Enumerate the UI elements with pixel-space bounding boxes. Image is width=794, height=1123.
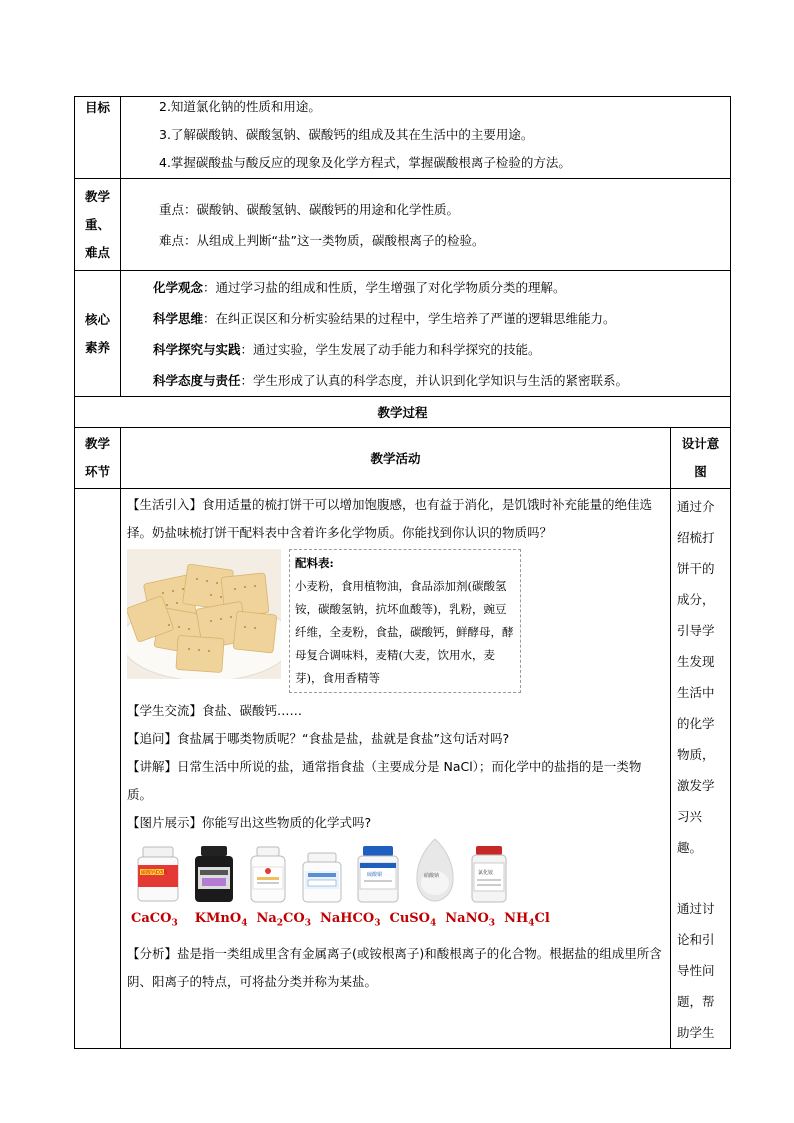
- svg-text:硝酸钠: 硝酸钠: [424, 873, 440, 879]
- goals-row: [75, 97, 731, 179]
- svg-text:硫酸铜: 硫酸铜: [367, 872, 383, 878]
- activity-cell: [121, 489, 671, 1049]
- permanganate-bottle: [192, 845, 236, 903]
- ingredients-title: 配料表:: [295, 556, 334, 570]
- process-title: 教学过程: [75, 397, 731, 428]
- key-points-row: [75, 179, 731, 271]
- key-points-label: 教学 重、 难点: [75, 179, 121, 271]
- formula-caco3: CaCO$_3$: [131, 911, 178, 929]
- lesson-plan-table: [74, 96, 731, 1049]
- goal-item: 4.掌握碳酸盐与酸反应的现象及化学方程式，掌握碳酸根离子检验的方法。: [159, 155, 571, 170]
- goal-item: 3.了解碳酸钠、碳酸氢钠、碳酸钙的组成及其在生活中的主要用途。: [159, 127, 534, 142]
- activity-row: [75, 489, 731, 1049]
- goal-item: 2.知道氯化钠的性质和用途。: [159, 99, 321, 114]
- process-title-row: [75, 397, 731, 428]
- focus-text: 重点：碳酸钠、碳酸氢钠、碳酸钙的用途和化学性质。: [159, 201, 460, 217]
- analysis-text: 【分析】盐是指一类组成里含有金属离子(或铵根离子)和酸根离子的化合物。根据盐的组成里所含阴、阳离子的特点，可将盐分类并称为某盐。: [127, 945, 662, 989]
- literacy-item: 化学观念：通过学习盐的组成和性质，学生增强了对化学物质分类的理解。: [153, 279, 566, 295]
- key-points-content: [121, 179, 731, 271]
- formula-na2co3: $Na_2CO_3$: [256, 911, 311, 929]
- literacy-item: 科学探究与实践：通过实验，学生发展了动手能力和科学探究的技能。: [153, 341, 541, 357]
- design-cell: [671, 489, 731, 1049]
- copper-sulfate-bottle: [355, 845, 401, 903]
- formula-row: [127, 905, 664, 938]
- ammonium-chloride-bottle: [469, 845, 509, 903]
- formula-nh4cl: $NH_4Cl$: [504, 911, 550, 929]
- formula-kmno4: KMnO$_4$: [194, 911, 248, 929]
- calcium-tablet-bottle: [135, 845, 181, 903]
- svg-text:氯化铵: 氯化铵: [478, 870, 494, 876]
- ingredients-text: 小麦粉，食用植物油，食品添加剂(碳酸氢铵，碳酸氢钠，抗坏血酸等)，乳粉，豌豆纤维，全麦粉，食盐，碳酸钙，鲜酵母，酵母复合调味料，麦精(大麦，饮用水，麦芽)，食用香精等: [295, 579, 514, 685]
- stage-cell: [75, 489, 121, 1049]
- bottles-row: [127, 845, 664, 903]
- stage-header: 教学 环节: [75, 428, 121, 489]
- explain-text: 【讲解】日常生活中所说的盐，通常指食盐（主要成分是 NaCl）；而化学中的盐指的是一类物质。: [127, 759, 642, 802]
- question-text: 【追问】食盐属于哪类物质呢？“食盐是盐，盐就是食盐”这句话对吗?: [127, 731, 510, 746]
- formula-nahco3: NaHCO$_3$: [319, 911, 381, 929]
- design-intent-1: 通过介 绍梳打 饼干的 成分， 引导学 生发现 生活中 的化学 物质， 激发学 习兴趣。: [677, 499, 715, 855]
- design-intent-2: 通过讨 论和引 导性问 题，帮 助学生: [677, 901, 715, 1040]
- formula-nano3: NaNO$_3$: [445, 911, 496, 929]
- picture-text: 【图片展示】你能写出这些物质的化学式吗?: [127, 815, 372, 830]
- sodium-bicarbonate-bottle: [300, 845, 344, 903]
- formula-cuso4: CuSO$_4$: [389, 911, 437, 929]
- sodium-carbonate-bottle: [247, 845, 289, 903]
- activity-header: 教学活动: [121, 428, 671, 489]
- process-header-row: [75, 428, 731, 489]
- goals-label: 目标: [75, 97, 121, 179]
- cracker-photo: [127, 549, 281, 679]
- intro-text: 【生活引入】食用适量的梳打饼干可以增加饱腹感，也有益于消化，是饥饿时补充能量的绝佳选择。奶盐味梳打饼干配料表中含着许多化学物质。你能找到你认识的物质吗？: [127, 497, 653, 540]
- sodium-nitrate-bag: [412, 837, 458, 903]
- literacy-label: 核心 素养: [75, 271, 121, 397]
- cracker-figure-row: [127, 549, 664, 693]
- literacy-item: 科学思维：在纠正误区和分析实验结果的过程中，学生培养了严谨的逻辑思维能力。: [153, 310, 616, 326]
- svg-text:碳酸钙D3片: 碳酸钙D3片: [141, 870, 169, 876]
- literacy-row: [75, 271, 731, 397]
- literacy-item: 科学态度与责任：学生形成了认真的科学态度，并认识到化学知识与生活的紧密联系。: [153, 372, 629, 388]
- goals-content: [121, 97, 731, 179]
- difficulty-text: 难点：从组成上判断“盐”这一类物质，碳酸根离子的检验。: [159, 232, 485, 248]
- ingredients-box: [289, 549, 521, 693]
- exchange-text: 【学生交流】食盐、碳酸钙……: [127, 703, 303, 718]
- design-header: 设计意 图: [671, 428, 731, 489]
- literacy-content: [121, 271, 731, 397]
